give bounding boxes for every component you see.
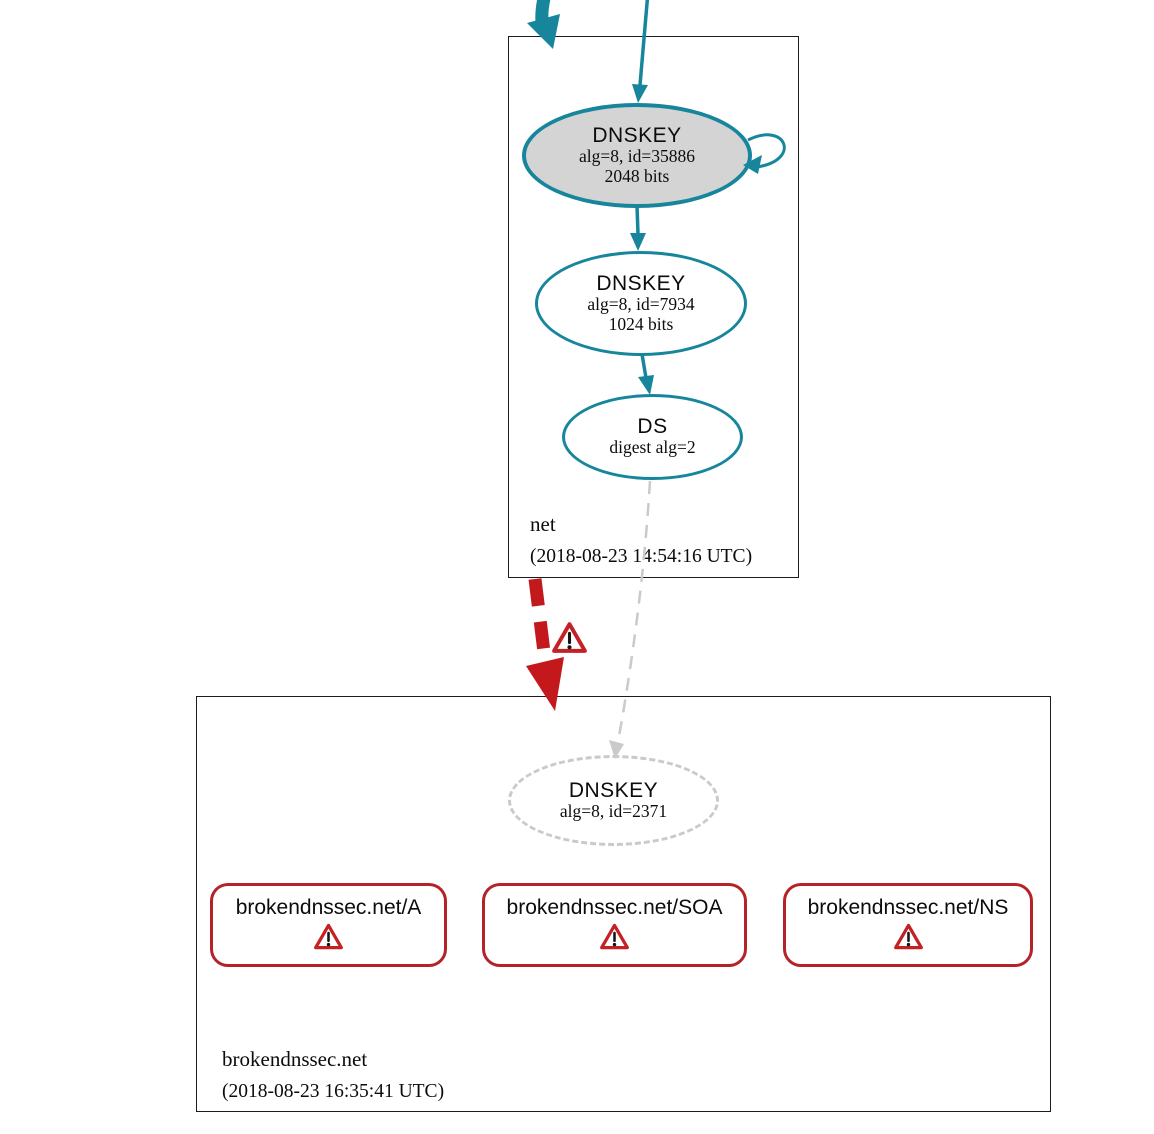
warning-icon <box>599 922 630 951</box>
node-detail: digest alg=2 <box>609 437 696 458</box>
node-title: DS <box>637 415 668 439</box>
node-detail: alg=8, id=7934 <box>587 293 695 314</box>
node-detail: alg=8, id=35886 <box>579 145 695 166</box>
dnskey-zsk-node <box>535 251 747 356</box>
node-bits: 2048 bits <box>604 165 670 186</box>
node-detail: alg=8, id=2371 <box>559 800 668 821</box>
rrset-label: brokendnssec.net/A <box>235 896 422 919</box>
rrset-ns-node <box>783 883 1033 967</box>
net-zone-label: net <box>530 512 556 536</box>
node-title: DNSKEY <box>596 271 686 295</box>
node-title: DNSKEY <box>568 778 659 802</box>
warning-icon <box>551 620 588 655</box>
warning-icon <box>893 922 924 951</box>
net-zone-timestamp: (2018-08-23 14:54:16 UTC) <box>530 546 753 567</box>
rrset-soa-node <box>482 883 747 967</box>
dnskey-missing-node <box>508 755 719 846</box>
broken-zone-label: brokendnssec.net <box>222 1047 368 1071</box>
dnskey-ksk-node <box>522 103 752 208</box>
rrset-label: brokendnssec.net/NS <box>807 896 1009 919</box>
node-title: DNSKEY <box>592 123 682 147</box>
node-bits: 1024 bits <box>608 313 674 334</box>
rrset-a-node <box>210 883 447 967</box>
warning-icon <box>313 922 344 951</box>
rrset-label: brokendnssec.net/SOA <box>506 896 723 919</box>
ds-node <box>562 394 743 480</box>
broken-zone-timestamp: (2018-08-23 16:35:41 UTC) <box>222 1081 445 1102</box>
